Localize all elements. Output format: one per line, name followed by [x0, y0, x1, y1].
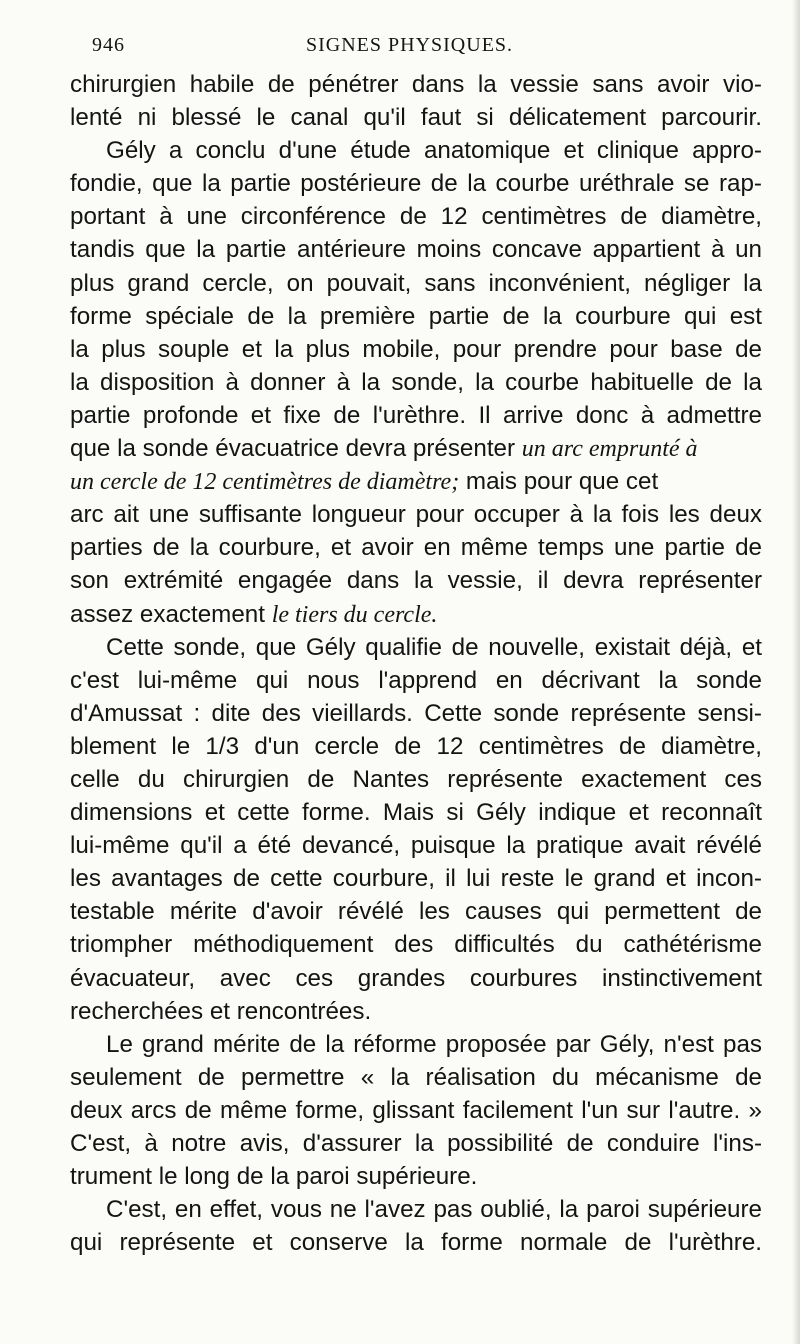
text-line: les avantages de cette courbure, il lui reste le grand et incon- [70, 865, 762, 893]
text-line: Gély a conclu d'une étude anatomique et clinique appro- [106, 137, 762, 165]
text-line: portant à une circonférence de 12 centimètres de diamètre, [70, 203, 762, 231]
text-line-mixed [70, 432, 762, 465]
text-line: celle du chirurgien de Nantes représente exactement ces [70, 765, 762, 793]
text-line: parties de la courbure, et avoir en même temps une partie de [70, 534, 762, 562]
text-line: lui-même qu'il a été devancé, puisque la pratique avait révélé [70, 832, 762, 860]
running-header [92, 34, 692, 64]
text-line: évacuateur, avec ces grandes courbures instinctivement [70, 964, 762, 992]
italic-segment: un cercle de 12 centimètres de diamètre; [70, 469, 460, 496]
text-line: qui représente et conserve la forme normale de l'urèthre. [70, 1229, 762, 1257]
page-number: 946 [92, 34, 125, 56]
text-line: son extrémité engagée dans la vessie, il devra représenter [70, 567, 762, 595]
text-line: C'est, en effet, vous ne l'avez pas oublié, la paroi supérieure [106, 1196, 762, 1224]
text-line: trument le long de la paroi supérieure. [70, 1163, 478, 1191]
text-segment: mais pour que cet [465, 468, 659, 496]
text-segment: que la sonde évacuatrice devra présenter [70, 435, 516, 463]
text-line: fondie, que la partie postérieure de la courbe uréthrale se rap- [70, 170, 762, 198]
text-line: la plus souple et la plus mobile, pour prendre pour base de [70, 335, 762, 363]
text-line: blement le 1/3 d'un cercle de 12 centimètres de diamètre, [70, 732, 762, 760]
text-line: arc ait une suffisante longueur pour occuper à la fois les deux [70, 501, 762, 529]
text-line: partie profonde et fixe de l'urèthre. Il arrive donc à admettre [70, 401, 762, 429]
text-line: triompher méthodiquement des difficultés du cathétérisme [70, 931, 762, 959]
text-line-mixed [70, 465, 762, 498]
text-line: C'est, à notre avis, d'assurer la possibilité de conduire l'ins- [70, 1130, 762, 1157]
text-line: forme spéciale de la première partie de la courbure qui est [70, 302, 762, 330]
text-segment: assez exactement [70, 600, 265, 628]
text-line: la disposition à donner à la sonde, la courbe habituelle de la [70, 368, 762, 396]
text-line: recherchées et rencontrées. [70, 997, 372, 1025]
text-line: Le grand mérite de la réforme proposée par Gély, n'est pas [106, 1030, 762, 1058]
text-line: testable mérite d'avoir révélé les causes qui permettent de [70, 898, 762, 926]
text-line: dimensions et cette forme. Mais si Gély indique et reconnaît [70, 799, 762, 827]
text-line: Cette sonde, que Gély qualifie de nouvelle, existait déjà, et [106, 633, 762, 661]
text-line-mixed [70, 598, 762, 631]
italic-segment: le tiers du cercle. [271, 601, 438, 628]
body-text [70, 68, 762, 1259]
text-line: deux arcs de même forme, glissant facilement l'un sur l'autre. » [70, 1096, 762, 1124]
text-line: plus grand cercle, on pouvait, sans inconvénient, négliger la [70, 269, 762, 297]
text-line: chirurgien habile de pénétrer dans la vessie sans avoir vio- [70, 71, 762, 98]
text-line: d'Amussat : dite des vieillards. Cette sonde représente sensi- [70, 699, 762, 727]
text-line: c'est lui-même qui nous l'apprend en décrivant la sonde [70, 666, 762, 694]
page-edge-shadow [792, 0, 800, 1344]
text-line: seulement de permettre « la réalisation du mécanisme de [70, 1063, 762, 1091]
italic-segment: un arc emprunté à [521, 436, 698, 463]
text-line: tandis que la partie antérieure moins concave appartient à un [70, 236, 762, 264]
running-title: SIGNES PHYSIQUES. [306, 34, 514, 56]
text-line: lenté ni blessé le canal qu'il faut si délicatement parcourir. [70, 104, 762, 132]
